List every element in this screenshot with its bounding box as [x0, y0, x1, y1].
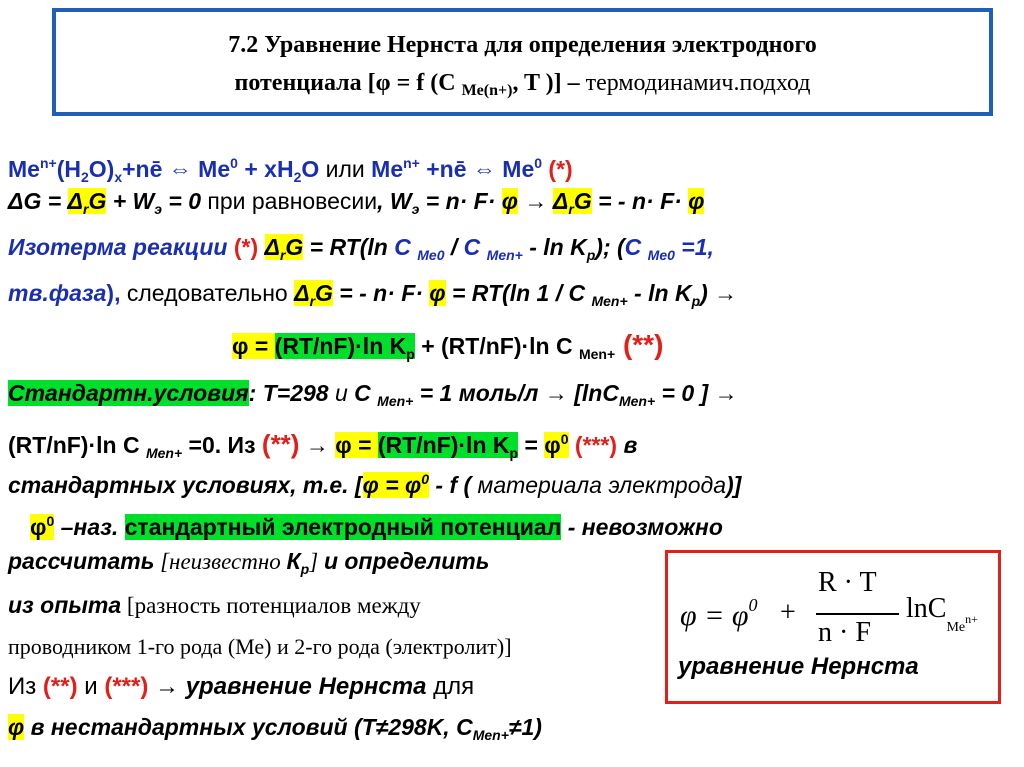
standard-conditions-note: стандартных условиях, т.е. [$\varphi = \varphi^0 - f$ ( материала электрода)]: [8, 471, 742, 498]
impossible-calc-line: рассчитать [неизвестно $К_р$] и определить: [8, 548, 490, 577]
standard-potential-derivation: (RT/nF)·ln C $_{Men+}$ =0. Из (**) → φ = (RT/nF)·ln $K_p = \varphi^0$ (***) в: [8, 429, 638, 461]
formula-lhs: $\varphi = \varphi^0$: [680, 595, 758, 632]
potential-expression: φ = (RT/nF)·ln $K_p + (RT/nF)\cdot\ln$ C $_{Men+}$ (**): [232, 329, 664, 362]
title-line-1: 7.2 Уравнение Нернста для определения электродного: [228, 32, 817, 58]
nernst-formula-box: [665, 550, 1001, 704]
nernst-equation-label: уравнение Нернста: [678, 653, 919, 680]
nernst-reference-line: Из (**) и (***) → уравнение Нернста для: [8, 673, 475, 700]
nonstandard-conditions-line: φ в нестандартных условий (T≠298K, $C_{Men+}\ne 1$): [8, 714, 542, 743]
formula-numerator: R · T: [818, 567, 877, 598]
standard-potential-definition: $\varphi^0$ –наз. стандартный электродный потенциал - невозможно: [30, 513, 723, 540]
experiment-line: из опыта [разность потенциалов между: [8, 592, 421, 618]
title-box: [52, 8, 993, 116]
fraction-bar: [816, 613, 899, 615]
formula-denominator: n · F: [818, 617, 871, 648]
gibbs-equilibrium-line: $\Delta G = \Delta_rG + W_э = 0$ при равновесии, $W_э = n\cdot F\cdot \varphi \to \Delta_rG$ = - n· F· φ: [8, 188, 705, 217]
reaction-isotherm-line: Изотерма реакции (*) $\Delta_rG = RT(\ln$ C $_{Me0}$ / C $_{Men+} - \ln K_p$); (C $_{Me0}$ =1,: [8, 234, 714, 263]
standard-conditions-line: Стандартн.условия: T=298 и C $_{Men+}$ = 1 моль/л → [lnC$_{Men+}$ = 0 ] →: [8, 380, 738, 409]
reaction-equation: $Me^{n+}(H_2O)_x+nē$ ⇔ $Me^0 + xH_2O$ или $Me^{n+}$ +nē ⇔ Me$^0$ (*): [8, 155, 573, 185]
consequence-line: тв.фаза), следовательно $\Delta_rG$ = - n· F· φ = RT(ln 1 / C $_{Men+} - \ln K_p$) →: [8, 280, 738, 309]
title-line-2: потенциала [φ = f (С $_{Me(n+)}$, T )] – термодинамич.подход: [234, 70, 811, 99]
formula-ln-term: lnC$_{Men+}$: [906, 593, 978, 635]
conductor-types-line: проводником 1-го рода (Ме) и 2-го рода (электролит)]: [8, 634, 512, 659]
formula-plus: +: [780, 597, 796, 628]
